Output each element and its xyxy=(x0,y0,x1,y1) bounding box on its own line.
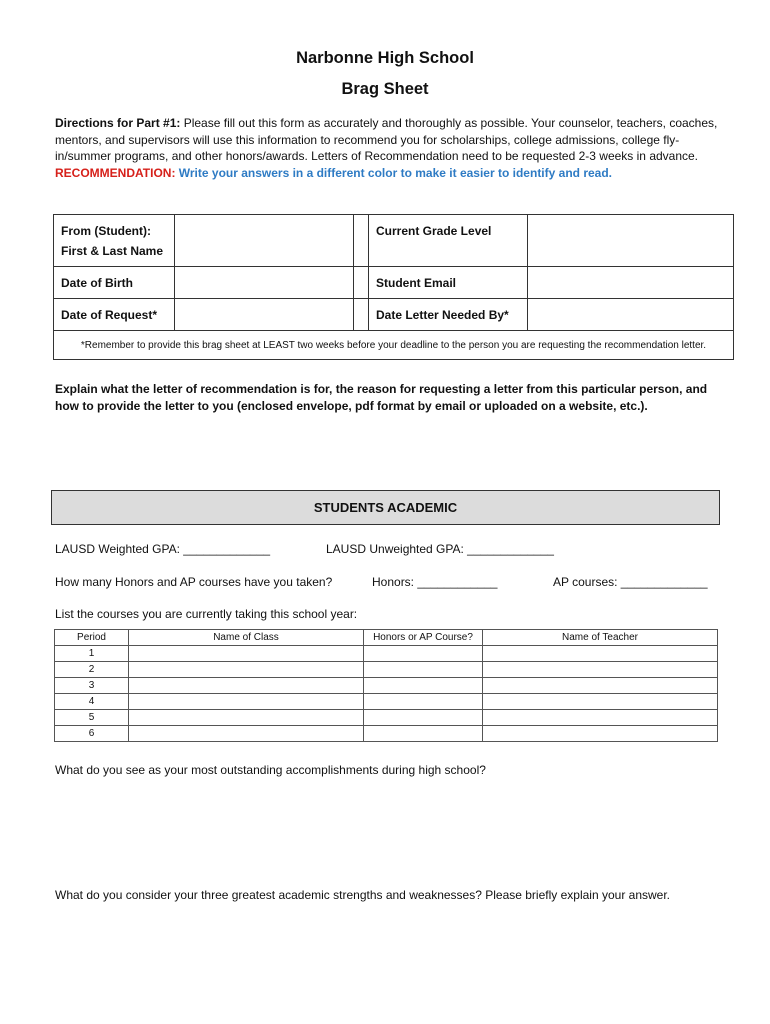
teacher-name-cell[interactable] xyxy=(483,646,718,662)
recommendation-label: RECOMMENDATION: xyxy=(55,165,176,180)
period-number: 6 xyxy=(55,726,129,742)
table-row xyxy=(55,710,718,726)
table-row xyxy=(55,694,718,710)
directions-text: Please fill out this form as accurately and thoroughly as possible. Your counselor, teachers, coaches, mentors, and supervisors will use this information to recommend you for scholarships, college admissions, college fly-in/summer programs, and other honors/awards. Letters of Recommendation need to be requested 2-3 weeks in advance. xyxy=(55,116,718,163)
document-title: Brag Sheet xyxy=(341,80,429,98)
accomplishments-question: What do you see as your most outstanding accomplishments during high school? xyxy=(55,763,486,777)
table-spacer xyxy=(354,299,369,331)
class-name-cell[interactable] xyxy=(129,694,364,710)
student-email-label: Student Email xyxy=(369,267,528,299)
table-spacer xyxy=(354,215,369,267)
teacher-name-cell[interactable] xyxy=(483,694,718,710)
table-header-row xyxy=(55,630,718,646)
unweighted-gpa-field[interactable]: LAUSD Unweighted GPA: _____________ xyxy=(326,542,554,556)
current-grade-label: Current Grade Level xyxy=(369,215,528,267)
honors-ap-cell[interactable] xyxy=(364,726,483,742)
date-of-birth-field[interactable] xyxy=(175,267,354,299)
school-name: Narbonne High School xyxy=(296,49,474,67)
class-name-cell[interactable] xyxy=(129,662,364,678)
section-heading-academic: STUDENTS ACADEMIC xyxy=(51,490,720,525)
class-name-cell[interactable] xyxy=(129,710,364,726)
table-row xyxy=(55,662,718,678)
period-number: 5 xyxy=(55,710,129,726)
strengths-question: What do you consider your three greatest academic strengths and weaknesses? Please briefly explain your answer. xyxy=(55,888,670,902)
class-name-cell[interactable] xyxy=(129,678,364,694)
honors-ap-cell[interactable] xyxy=(364,678,483,694)
honors-ap-cell[interactable] xyxy=(364,662,483,678)
honors-ap-cell[interactable] xyxy=(364,694,483,710)
courses-table xyxy=(54,629,718,742)
table-row xyxy=(55,726,718,742)
teacher-name-cell[interactable] xyxy=(483,726,718,742)
list-courses-prompt: List the courses you are currently taking this school year: xyxy=(55,607,358,621)
teacher-name-cell[interactable] xyxy=(483,678,718,694)
weighted-gpa-field[interactable]: LAUSD Weighted GPA: _____________ xyxy=(55,542,271,556)
student-info-table xyxy=(53,214,734,360)
date-of-request-field[interactable] xyxy=(175,299,354,331)
column-header-period: Period xyxy=(55,630,129,646)
column-header-teacher: Name of Teacher xyxy=(483,630,718,646)
column-header-class: Name of Class xyxy=(129,630,364,646)
period-number: 3 xyxy=(55,678,129,694)
directions xyxy=(55,115,720,181)
date-of-birth-label: Date of Birth xyxy=(54,267,175,299)
class-name-cell[interactable] xyxy=(129,646,364,662)
courses-question: How many Honors and AP courses have you taken? xyxy=(55,575,333,589)
student-email-field[interactable] xyxy=(528,267,734,299)
student-name-field[interactable] xyxy=(175,215,354,267)
teacher-name-cell[interactable] xyxy=(483,662,718,678)
column-header-honors-ap: Honors or AP Course? xyxy=(364,630,483,646)
explain-prompt: Explain what the letter of recommendation is for, the reason for requesting a letter from this particular person, and how to provide the letter to you (enclosed envelope, pdf format by email or uploaded on a website, etc.). xyxy=(55,382,708,413)
period-number: 2 xyxy=(55,662,129,678)
teacher-name-cell[interactable] xyxy=(483,710,718,726)
honors-ap-cell[interactable] xyxy=(364,646,483,662)
date-needed-label: Date Letter Needed By* xyxy=(369,299,528,331)
honors-count-field[interactable]: Honors: ____________ xyxy=(372,575,498,589)
period-number: 4 xyxy=(55,694,129,710)
table-row xyxy=(55,646,718,662)
period-number: 1 xyxy=(55,646,129,662)
table-spacer xyxy=(354,267,369,299)
date-needed-field[interactable] xyxy=(528,299,734,331)
recommendation-text: Write your answers in a different color to make it easier to identify and read. xyxy=(175,165,612,180)
table-row xyxy=(55,678,718,694)
directions-label: Directions for Part #1: xyxy=(55,116,181,130)
honors-ap-cell[interactable] xyxy=(364,710,483,726)
class-name-cell[interactable] xyxy=(129,726,364,742)
from-student-label: From (Student): First & Last Name xyxy=(54,215,175,267)
ap-count-field[interactable]: AP courses: _____________ xyxy=(553,575,708,589)
current-grade-field[interactable] xyxy=(528,215,734,267)
deadline-note: *Remember to provide this brag sheet at LEAST two weeks before your deadline to the person you are requesting the recommendation letter. xyxy=(54,331,734,360)
date-of-request-label: Date of Request* xyxy=(54,299,175,331)
